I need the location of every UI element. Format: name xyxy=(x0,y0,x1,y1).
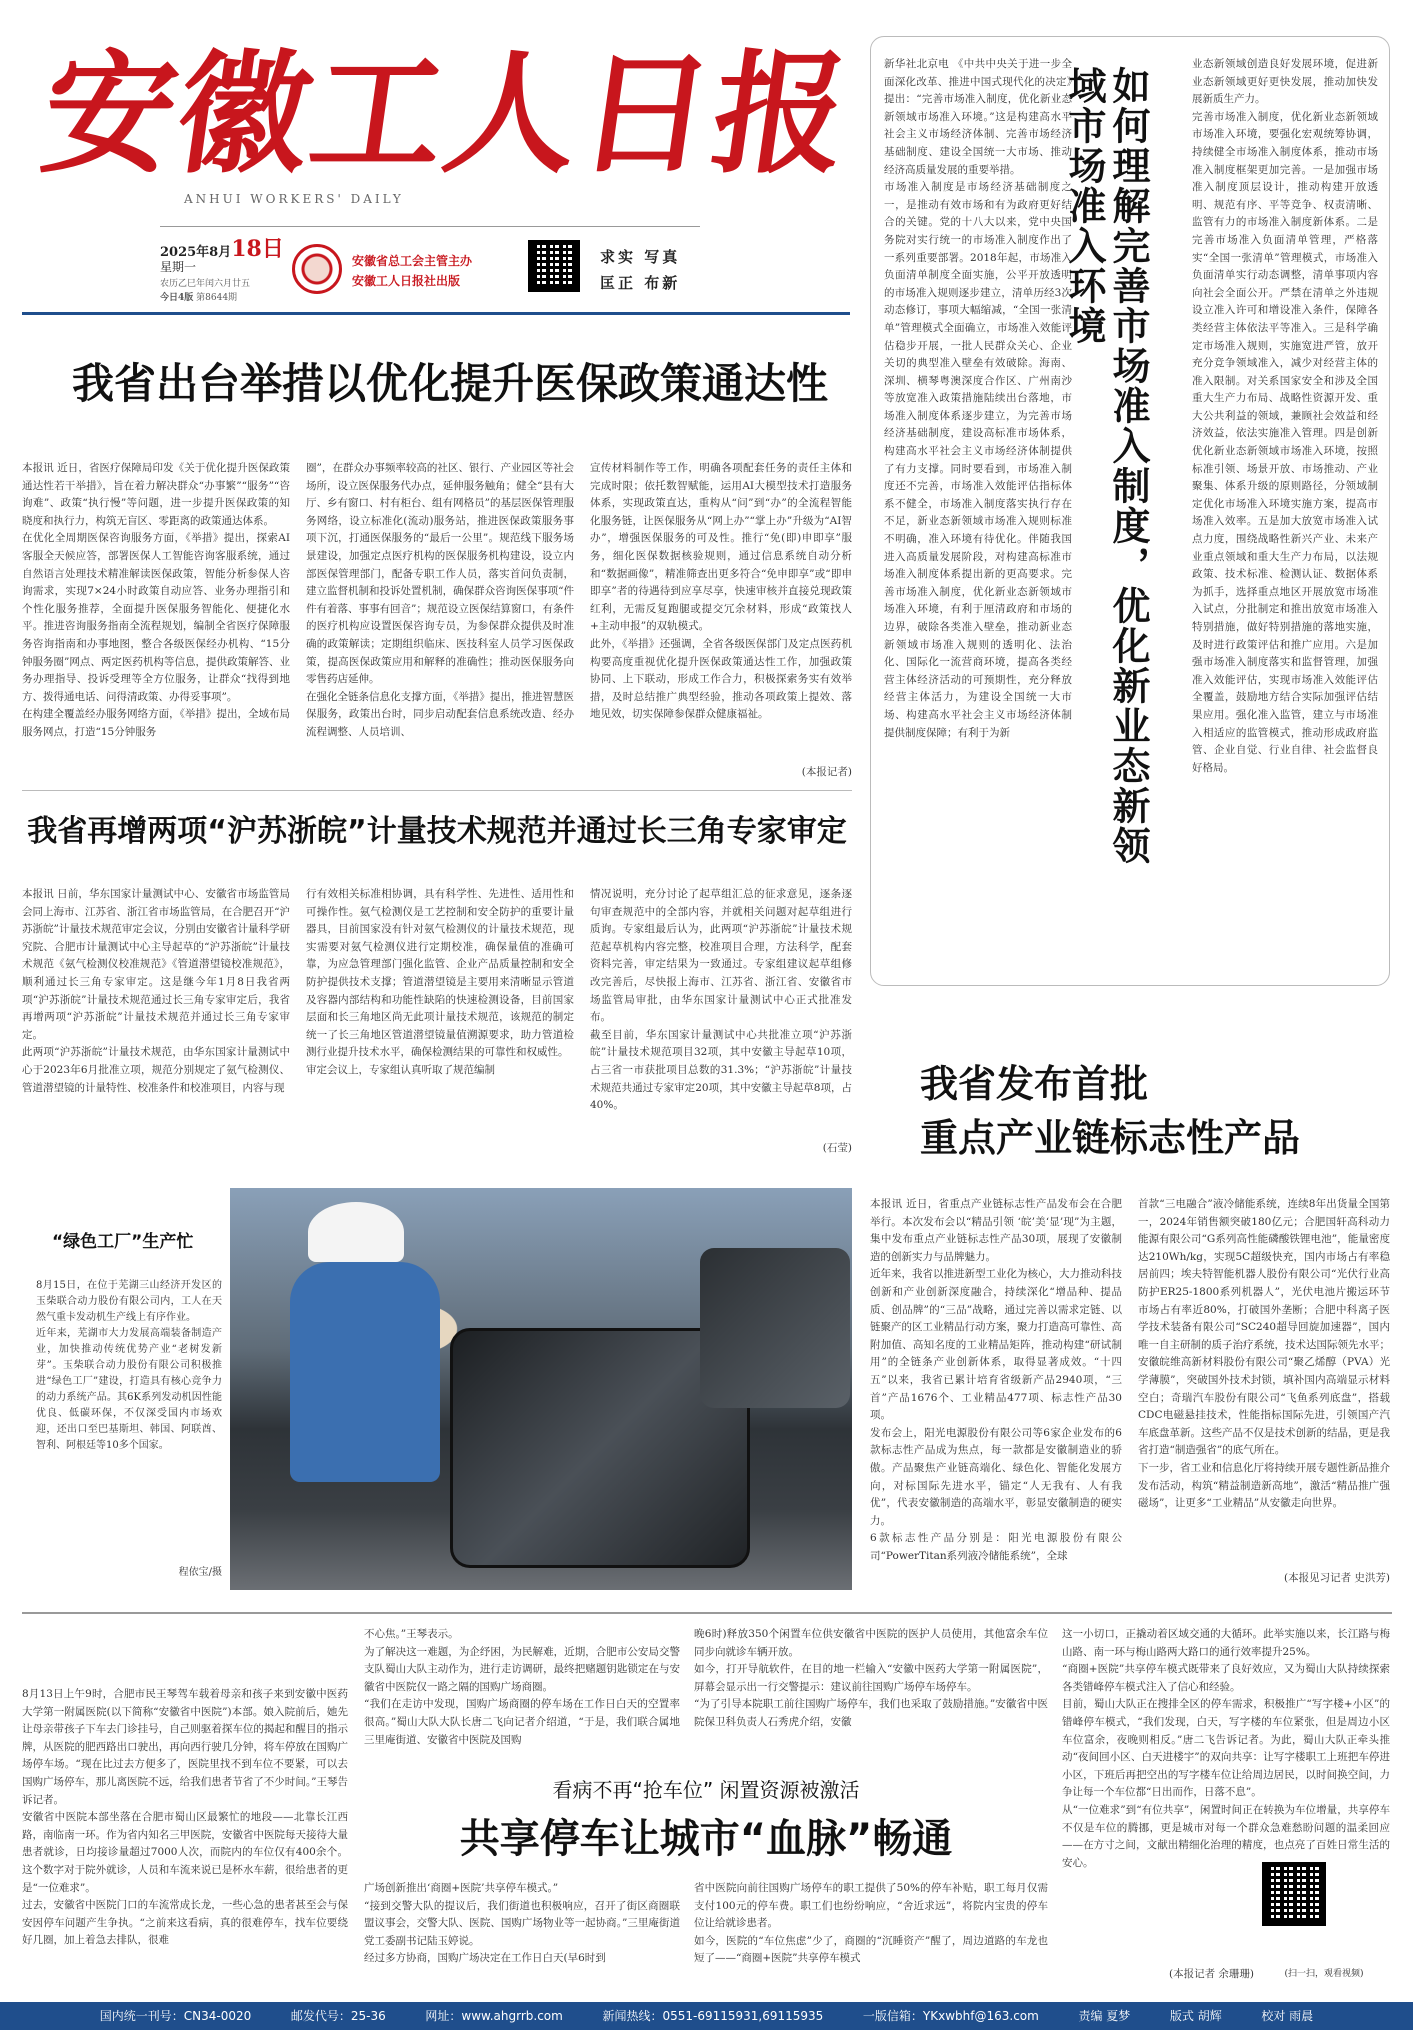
issue-edition: 今日4版 xyxy=(160,293,194,303)
article-4-col-1: 本报讯 近日，省重点产业链标志性产品发布会在合肥举行。本次发布会以“精品引领 ‘皖’美‘显’现”为主题，集中发布重点产业链标志性产品30项，展现了安徽制造的创新实力与品牌魅力。 近年来，我省以推进新型工业化为核心，大力推动科技创新和产业创新深度融合，持续深化“增品种、提品质、创品牌”的“三品”战略，通过完善以需求定链、以链聚产的区工业精品行动方案，聚力打造高可靠性、高附加值、高知名度的工业精品矩阵，推动构建“研试制用”的全链条产业创新体系，取得显著成效。“十四五”以来，我省已累计培育省级新产品2940项，“三首”产品1676个、工业精品477项、标志性产品30项。 发布会上，阳光电源股份有限公司等6家企业发布的6款标志性产品成为焦点，每一款都是安徽制造业的骄傲。产品聚焦产业链高端化、绿色化、智能化发展方向，对标国际先进水平，锚定“人无我有、人有我优”，代表安徽制造的高端水平，彰显安徽制造的硬实力。 6款标志性产品分别是：阳光电源股份有限公司“PowerTitan系列液冷储能系统”，全球 xyxy=(870,1198,1122,1562)
issue-date-prefix: 2025年8月 xyxy=(160,245,232,260)
masthead-info-box xyxy=(160,226,700,308)
article-4-byline: (本报见习记者 史洪芳) xyxy=(1283,1572,1390,1584)
issue-date-day: 18日 xyxy=(231,236,284,262)
article-1-col-1: 本报讯 近日，省医疗保障局印发《关于优化提升医保政策通达性若干举措》，旨在着力解决群众“办事繁”“服务”“咨询难”、政策“执行慢”等问题，进一步提升医保政策的知晓度和执行力，构筑无盲区、零距离的政策通达体系。 在优化全周期医保咨询服务方面，《举措》提出，探索AI客服全天候应答，部署医保人工智能咨询客服系统，通过自然语言处理技术精准解读医保政策，智能分析参保人咨询需求，实现7×24小时政策自动应答、业务办理指引和个性化服务推荐，全面提升医保服务智能化、便捷化水平。推进咨询服务指南全流程规划，编制全省医疗保障服务咨询指南和办事地图，整合各级医保经办机构、“15分钟服务圈”网点、两定医药机构等信息，提供政策解答、业务办理指导、投诉受理等全方位服务，让群众“找得到地方、拨得通电话、问得清政策、办得妥事项”。 在构建全覆盖经办服务网络方面，《举措》提出，全域布局服务网点，打造“15分钟服务 xyxy=(22,462,290,738)
sponsor-line-2: 安徽工人日报社出版 xyxy=(352,274,461,288)
masthead-qr-code[interactable] xyxy=(528,240,580,292)
article-5-col-3: 晚6时)释放350个闲置车位供安徽省中医院的医护人员使用，其他富余车位同步向就诊车辆开放。 如今，打开导航软件，在目的地一栏输入“安徽中医药大学第一附属医院”，屏幕会显示出一行交警提示：建议前往国购广场停车场停车。 “为了引导本院职工前往国购广场停车，我们也采取了鼓励措施。”安徽省中医院保卫科负责人石秀虎介绍，安徽 xyxy=(694,1628,1048,1728)
masthead-subtitle: ANHUI WORKERS' DAILY xyxy=(184,192,404,206)
engine-block-2 xyxy=(700,1248,850,1408)
issue-weekday: 星期一 xyxy=(160,260,197,274)
article-4-col-2: 首款“三电融合”液冷储能系统，连续8年出货量全国第一，2024年销售额突破180亿元；合肥国轩高科动力能源有限公司“G系列高性能磷酸铁锂电池”，能量密度达210Wh/kg，实现5C超级快充，国内市场占有率稳居前四；埃夫特智能机器人股份有限公司“光伏行业高防护ER25-1800系列机器人”，光伏电池片搬运环节市场占有率近80%，打破国外垄断；合肥中科离子医学技术装备有限公司“SC240超导回旋加速器”，国内唯一自主研制的质子治疗系统，技术达国际领先水平；安徽皖维高新材料股份有限公司“聚乙烯醇（PVA）光学薄膜”，突破国外技术封锁，填补国内高端显示材料空白；奇瑞汽车股份有限公司“飞鱼系列底盘”，搭载CDC电磁悬挂技术，性能指标国际先进，引领国产汽车底盘革新。这些产品不仅是技术创新的结晶，更是我省打造“制造强省”的底气所在。 下一步，省工业和信息化厅将持续开展专题性新品推介发布活动，构筑“精益制造新高地”，激活“精品推广强磁场”，让更多“工业精品”从安徽走向世界。 xyxy=(1138,1198,1390,1510)
photo-title: “绿色工厂”生产忙 xyxy=(52,1232,194,1252)
article-1-col-3: 宣传材料制作等工作，明确各项配套任务的责任主体和完成时限；依托数智赋能，运用AI大模型技术打造服务体系，实现政策直达，重构从“问”到“办”的全流程智能化服务链，让医保服务从“网上办”“掌上办”升级为“AI智办”，增强医保服务的可及性。推行“免(即)申即享”服务，细化医保数据核验规则，通过信息系统自动分析和“数据画像”，精准筛查出更多符合“免申即享”或“即申即享”者的待遇待到应享尽享，快速审核并直接兑现政策红利，无需反复跑腿或提交冗余材料，形成“政策找人+主动申报”的双轨模式。 此外，《举措》还强调，全省各级医保部门及定点医药机构要高度重视优化提升医保政策通达性工作，加强政策协同、上下联动，形成工作合力，积极探索务实有效举措，及时总结推广典型经验，推动各项政策上提效、落地见效，切实保障参保群众健康福祉。 xyxy=(590,462,852,721)
footer-hotline: 新闻热线：0551-69115931,69115935 xyxy=(602,2009,824,2023)
masthead-rule xyxy=(22,312,850,315)
article-2-col-1: 本报讯 日前，华东国家计量测试中心、安徽省市场监管局会同上海市、江苏省、浙江省市场监管局，在合肥召开“沪苏浙皖”计量技术规范审定会议，分别由安徽省计量科学研究院、合肥市计量测试中心主导起草的“沪苏浙皖”计量技术规范《氨气检测仪校准规范》《管道潜望镜校准规范》，顺利通过长三角专家审定。这是继今年1月8日我省两项“沪苏浙皖”计量技术规范通过长三角专家审定后，我省再增两项“沪苏浙皖”计量技术规范并通过长三角专家审定。 此两项“沪苏浙皖”计量技术规范，由华东国家计量测试中心于2023年6月批准立项，规范分别规定了氨气检测仪、管道潜望镜的计量特性、校准条件和校准项目，内容与现 xyxy=(22,888,290,1094)
article-4-headline-2: 重点产业链标志性产品 xyxy=(920,1116,1301,1160)
sponsor-line-1: 安徽省总工会主管主办 xyxy=(352,254,473,268)
article-1-byline: (本报记者) xyxy=(801,766,852,778)
article-1-col-2: 圈”，在群众办事频率较高的社区、银行、产业园区等社会场所，设立医保服务代办点，延伸服务触角；健全“县有大厅、乡有窗口、村有柜台、组有网格员”的基层医保管理服务网络，设立标准化(流动)服务站，推进医保政策服务事项下沉，打通医保服务的“最后一公里”。规范线下服务场景建设，加强定点医疗机构的医保服务机构建设，设立内部医保管理部门，配备专职工作人员，落实首问负责制，建立监督机制和投诉处置机制，确保群众咨询医保事项“件件有着落、事事有回音”；规范设立医保结算窗口，有条件的医疗机构应设置医保咨询专员，为参保群众提供及时准确的政策解读；定期组织临床、医技科室人员学习医保政策，提高医保政策应用和解释的准确性；推动医保服务向零售药店延伸。 在强化全链条信息化支撑方面，《举措》提出，推进智慧医保服务，政策出台时，同步启动配套信息系统改造、经办流程调整、人员培训、 xyxy=(306,462,574,738)
article-2-headline: 我省再增两项“沪苏浙皖”计量技术规范并通过长三角专家审定 xyxy=(27,814,847,849)
article-5-col-5: 广场创新推出‘商圈+医院’共享停车模式。” “接到交警大队的提议后，我们街道也积极响应，召开了街区商圈联盟议事会，交警大队、医院、国购广场物业等一起协商。”三里庵街道党工委副书记陆玉婷说。 经过多方协商，国购广场决定在工作日白天(早6时到 xyxy=(364,1882,680,1965)
footer-website-link[interactable]: 网址：www.ahgrrb.com xyxy=(425,2009,563,2023)
footer-issn: 国内统一刊号：CN34-0020 xyxy=(99,2009,252,2023)
masthead-title: 安徽工人日报 xyxy=(33,37,859,192)
photo-caption-box xyxy=(22,1188,228,1590)
footer-editor: 责编 夏梦 xyxy=(1078,2009,1131,2023)
article-5-col-4: 这一小切口，正撬动着区域交通的大循环。此举实施以来，长江路与梅山路、南一环与梅山路两大路口的通行效率提升25%。 “商圈+医院”共享停车模式既带来了良好效应，又为蜀山大队持续探索各类错峰停车模式注入了信心和经验。 目前，蜀山大队正在搜排全区的停车需求，积极推广“写字楼+小区”的错峰停车模式，“我们发现，白天，写字楼的车位紧张，但是周边小区车位富余，夜晚则相反。”唐二飞告诉记者。为此，蜀山大队正牵头推动“夜间回小区、白天进楼宇”的双向共享：让写字楼职工上班把车停进小区，下班后再把空出的写字楼车位让给周边居民，以时间换空间，力争让每一个车位都“日出而作，日落不息”。 从“一位难求”到“有位共享”，闲置时间正在转换为车位增量，共享停车不仅是车位的腾挪，更是城市对每一个群众急难愁盼问题的温柔回应——在方寸之间，文献出精细化治理的精度，也点亮了百姓日常生活的安心。 xyxy=(1062,1628,1390,1869)
footer-proofreader: 校对 雨晨 xyxy=(1261,2009,1314,2023)
footer-postal-code: 邮发代号：25-36 xyxy=(290,2009,386,2023)
article-5-qr-caption: (扫一扫，观看视频) xyxy=(1284,1969,1364,1979)
motto-line-1: 求实 写真 xyxy=(600,248,681,266)
article-2-col-2: 行有效相关标准相协调，具有科学性、先进性、适用性和可操作性。氨气检测仪是工艺控制和安全防护的重要计量器具，目前国家没有针对氨气检测仪的计量技术规范，现实需要对氨气检测仪进行定期校准，确保量值的准确可靠，为应急管理部门强化监管、企业产品质量控制和安全防护提供技术支撑；管道潜望镜是主要用来清晰显示管道及容器内部结构和功能性缺陷的快速检测设备，目前国家层面和长三角地区尚无此项计量技术规范，该规范的制定统一了长三角地区管道潜望镜量值溯源要求，助力管道检测行业提升技术水平，确保检测结果的可靠性和权威性。 审定会议上，专家组认真听取了规范编制 xyxy=(306,888,574,1076)
footer-bar xyxy=(0,2002,1413,2030)
article-5-byline: (本报记者 余珊珊) xyxy=(1168,1968,1254,1980)
issue-number: 第8644期 xyxy=(196,293,238,303)
article-5-qr-code[interactable] xyxy=(1262,1862,1326,1926)
bottom-section-rule xyxy=(22,1612,1392,1614)
article-3-col-2: 业态新领域创造良好发展环境，促进新业态新领域更好更快发展，推动加快发展新质生产力。 完善市场准入制度，优化新业态新领域市场准入环境，要强化宏观统筹协调，持续健全市场准入制度体系，推动市场准入制度框架更加完善。一是加强市场准入制度顶层设计，推动构建开放透明、规范有序、平等竞争、权责清晰、监管有力的市场准入制度新体系。二是完善市场准入负面清单管理，严格落实“全国一张清单”管理模式，市场准入负面清单实行动态调整，清单事项内容向社会全面公开。严禁在清单之外违规设立准入许可和增设准入条件，保障各类经营主体依法平等准入。三是科学确定市场准入规则，实施宽进严管，放开充分竞争领域准入，减少对经营主体的准入限制。对关系国家安全和涉及全国重大生产力布局、战略性资源开发、重大公共利益的领域，兼顾社会效益和经济效益，依法实施准入管理。四是创新优化新业态新领域市场准入环境，按照标准引领、场景开放、市场推动、产业聚集、体系升级的原则路径，分领域制定优化市场准入环境实施方案，提高市场准入效率。五是加大放宽市场准入试点力度，围绕战略性新兴产业、未来产业重点领域和重大生产力布局，以法规政策、技术标准、检测认证、数据体系为抓手，选择重点地区开展放宽市场准入试点，分批制定和推出放宽市场准入特别措施，做好特别措施的落地实施，及时进行政策评估和推广应用。六是加强市场准入制度落实和监督管理，加强准入效能评估，实现市场准入效能评估全覆盖，鼓励地方结合实际加强评估结果应用。强化准入监管，建立与市场准入相适应的监管模式，推动形成政府监管、企业自觉、行业自律、社会监督良好格局。 xyxy=(1192,58,1378,774)
photo-caption: 8月15日，在位于芜湖三山经济开发区的玉柴联合动力股份有限公司内，工人在天然气重卡发动机生产线上有序作业。 近年来，芜湖市大力发展高端装备制造产业，加快推动传统优势产业“老树发新芽”。玉柴联合动力股份有限公司积极推进“绿色工厂”建设，打造具有核心竞争力的动力系统产品。其6K系列发动机因性能优良、低碳环保，不仅深受国内市场欢迎，还出口至巴基斯坦、韩国、阿联酋、智利、阿根廷等10多个国家。 xyxy=(36,1280,222,1451)
issue-lunar-date: 农历乙巳年闰六月廿五 xyxy=(160,279,251,289)
worker-figure xyxy=(290,1262,440,1482)
article-1-divider xyxy=(22,790,852,791)
article-2-col-3: 情况说明，充分讨论了起草组汇总的征求意见，逐条逐句审查规范中的全部内容，并就相关问题对起草组进行质询。专家组最后认为，此两项“沪苏浙皖”计量技术规范起草机构内容完整，校准项目合理，方法科学，配套资料完善，审定结果为一致通过。专家组建议起草组修改完善后，尽快报上海市、江苏省、浙江省、安徽省市场监管局审批，由华东国家计量测试中心正式批准发布。 截至目前，华东国家计量测试中心共批准立项“沪苏浙皖”计量技术规范项目32项，其中安徽主导起草10项，占三省一市获批项目总数的31.3%；“沪苏浙皖”计量技术规范共通过专家审定20项，其中安徽主导起草8项，占40%。 xyxy=(590,888,852,1112)
article-5-col-1: 8月13日上午9时，合肥市民王琴驾车载着母亲和孩子来到安徽中医药大学第一附属医院(以下简称“安徽省中医院”)本部。娘入院前后，她先让母亲带孩子下车去门诊挂号，自己则驱着探车位的揭起和醒目的指示牌，从医院的肥西路出口驶出，再向西行驶几分钟，将车停放在国购广场停车场。“现在比过去方便多了，医院里找不到车位不要紧，可以去国购广场停车，那儿离医院不远，给我们患者节省了不少时间。”王琴告诉记者。 安徽省中医院本部坐落在合肥市蜀山区最繁忙的地段——北靠长江西路，南临南一环。作为省内知名三甲医院，安徽省中医院每天接待大量患者就诊，日均接诊量超过7000人次，而院内的车位仅有400余个。这个数字对于院外就诊，人员和车流来说已是杯水车薪，很给患者的更是“一位难求”。 过去，安徽省中医院门口的车流常成长龙，一些心急的患者甚至会与保安因停车问题产生争执。“之前来这看病，真的很难停车，找车位要绕好几圈，加上着急去排队，很难 xyxy=(22,1688,348,1947)
article-5-col-6: 省中医院向前往国购广场停车的职工提供了50%的停车补贴，职工每月仅需支付100元的停车费。职工们也纷纷响应，“舍近求远”，将院内宝贵的停车位让给就诊患者。 如今，医院的“车位焦虑”少了，商圈的“沉睡资产”醒了，周边道路的车龙也短了——“商圈+医院”共享停车模式 xyxy=(694,1882,1048,1965)
footer-layout: 版式 胡辉 xyxy=(1169,2009,1222,2023)
motto-line-2: 匡正 布新 xyxy=(600,274,681,292)
article-2-byline: (石莹) xyxy=(822,1142,852,1154)
article-3-col-1: 新华社北京电 《中共中央关于进一步全面深化改革、推进中国式现代化的决定》提出：“完善市场准入制度，优化新业态新领域市场准入环境。”这是构建高水平社会主义市场经济体制、完善市场经济基础制度、建设全国统一大市场、推动经济高质量发展的重要举措。 市场准入制度是市场经济基础制度之一，是推动有效市场和有为政府更好结合的关键。党的十八大以来，党中央国务院对实行统一的市场准入制度作出了一系列重要部署。2018年起，市场准入负面清单制度全面实施，公平开放透明的市场准入规则逐步建立，清单历经3次动态修订，事项大幅缩减，“全国一张清单”管理模式全面确立，市场准入效能评估稳步开展，一批人民群众关心、企业关切的典型准入壁垒有效破除。海南、深圳、横琴粤澳深度合作区、广州南沙等放宽准入政策措施陆续出台落地，市场准入制度体系逐步建立，为完善市场经济基础制度，建设高标准市场体系，构建高水平社会主义市场经济体制提供了有力支撑。同时要看到，市场准入制度还不完善，市场准入效能评估指标体系不健全，市场准入制度落实执行存在不足，新业态新领域市场准入规则标准不明确，准入环境有待优化。伴随我国进入高质量发展阶段，对构建高标准市场准入制度体系提出新的更高要求。完善市场准入制度，优化新业态新领域市场准入环境，有利于厘清政府和市场的边界，破除各类准入壁垒，推动新业态新领域市场准入规则的透明化、法治化、国际化一流营商环境，提高各类经营主体经济活动的可预期性，充分释放经营主体活力，为建设全国统一大市场、构建高水平社会主义市场经济体制提供制度保障；有利于为新 xyxy=(884,58,1072,739)
article-5-kicker: 看病不再“抢车位” 闲置资源被激活 xyxy=(552,1778,860,1802)
photo-credit: 程依宝/摄 xyxy=(178,1567,222,1578)
worker-helmet xyxy=(308,1202,404,1262)
footer-email-link[interactable]: 一版信箱：YKxwbhf@163.com xyxy=(862,2009,1039,2023)
article-4-headline-1: 我省发布首批 xyxy=(920,1062,1149,1106)
emblem-icon xyxy=(292,244,342,294)
article-5-headline: 共享停车让城市“血脉”畅通 xyxy=(459,1816,953,1862)
article-5-col-2: 不心焦。”王琴表示。 为了解决这一难题，为企纾困，为民解难，近期，合肥市公安局交警支队蜀山大队主动作为，进行走访调研，最终把赌题钥匙锁定在与安徽省中医院仅一路之隔的国购广场商圈。 “我们在走访中发现，国购广场商圈的停车场在工作日白天的空置率很高。”蜀山大队大队长唐二飞向记者介绍道，“于是，我们联合属地三里庵街道、安徽省中医院及国购 xyxy=(364,1628,680,1746)
article-3-headline: 如何理解完善市场准入制度，优化新业态新领域市场准入环境 xyxy=(1062,66,1150,866)
factory-photo xyxy=(230,1188,852,1590)
article-1-headline: 我省出台举措以优化提升医保政策通达性 xyxy=(71,359,828,408)
